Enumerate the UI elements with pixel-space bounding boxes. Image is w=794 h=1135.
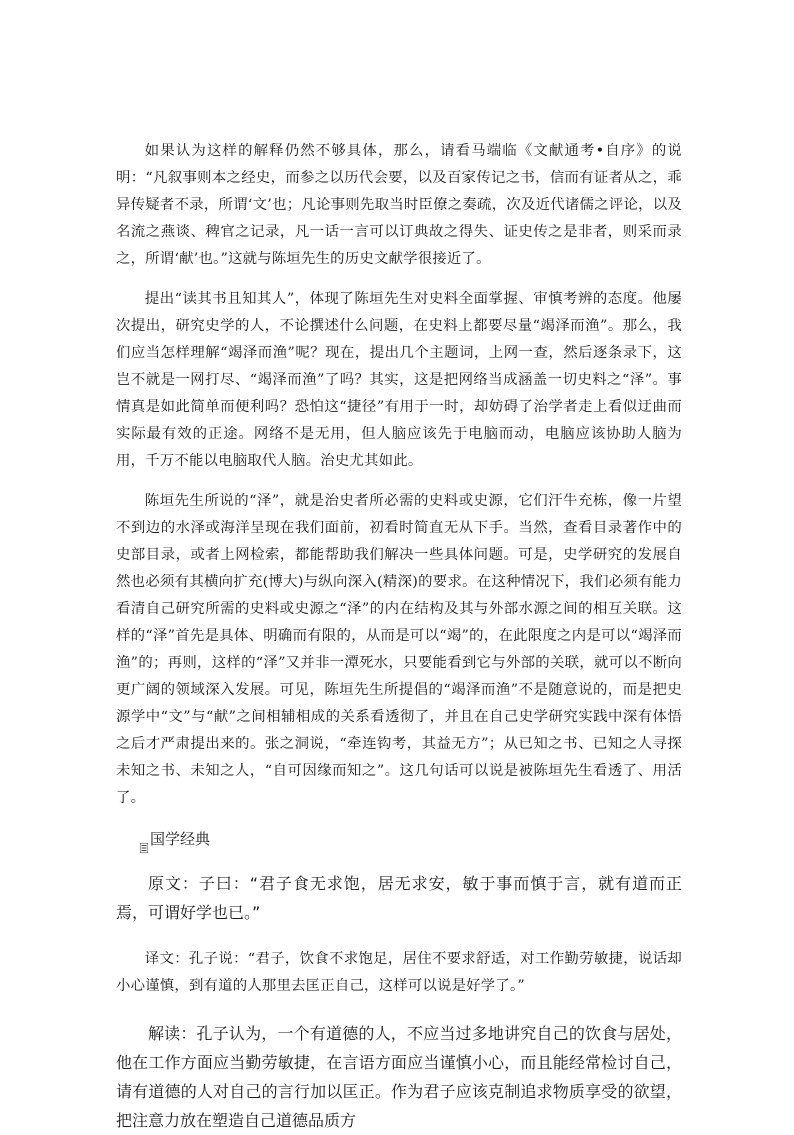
section-title-text: 国学经典: [150, 830, 211, 848]
classic-translation: 译文：孔子说：“君子，饮食不求饱足，居住不要求舒适，对工作勤劳敏捷，说话却小心谨慎，到有道的人那里去匡正自己，这样可以说是好学了。”: [116, 951, 682, 994]
section-heading: [116, 826, 682, 852]
classic-interpretation: 解读：孔子认为，一个有道德的人，不应当过多地讲究自己的饮食与居处，他在工作方面应当勤劳敏捷，在言语方面应当谨慎小心，而且能经常检讨自己，请有道德的人对自己的言行加以匡正。作为君子应该克制追求物质享受的欲望，把注意力放在塑造自己道德品质方: [116, 1024, 682, 1130]
body-paragraph-1: 如果认为这样的解释仍然不够具体，那么，请看马端临《文献通考•自序》的说明：“凡叙事则本之经史，而参之以历代会要，以及百家传记之书，信而有证者从之，乖异传疑者不录，所谓‘文’也；凡论事则先取当时臣僚之奏疏，次及近代诸儒之评论，以及名流之燕谈、稗官之记录，凡一话一言可以订典故之得失、证史传之是非者，则采而录之，所谓‘献’也。”这就与陈垣先生的历史文献学很接近了。: [116, 143, 682, 267]
body-paragraph-2: 提出“读其书且知其人”，体现了陈垣先生对史料全面掌握、审慎考辨的态度。他屡次提出，研究史学的人，不论撰述什么问题，在史料上都要尽量“竭泽而渔”。那么，我们应当怎样理解“竭泽而渔”呢？现在，提出几个主题词，上网一查，然后逐条录下，这岂不就是一网打尽、“竭泽而渔”了吗？其实，这是把网络当成涵盖一切史料之“泽”。事情真是如此简单而便利吗？恐怕这“捷径”有用于一时，却妨碍了治学者走上看似迂曲而实际最有效的正途。网络不是无用，但人脑应该先于电脑而动，电脑应该协助人脑为用，千万不能以电脑取代人脑。治史尤其如此。: [116, 291, 682, 469]
classic-original: 原文：子曰：“君子食无求饱，居无求安，敏于事而慎于言，就有道而正焉，可谓好学也已。”: [116, 874, 682, 922]
section-marker-icon: [140, 835, 148, 845]
document-page: [116, 138, 682, 1135]
body-paragraph-3: 陈垣先生所说的“泽”，就是治史者所必需的史料或史源，它们汗牛充栋，像一片望不到边的水泽或海洋呈现在我们面前，初看时简直无从下手。当然，查看目录著作中的史部目录，或者上网检索，都能帮助我们解决一些具体问题。可是，史学研究的发展自然也必须有其横向扩充(博大)与纵向深入(精深)的要求。在这种情况下，我们必须有能力看清自己研究所需的史料或史源之“泽”的内在结构及其与外部水源之间的相互关联。这样的“泽”首先是具体、明确而有限的，从而是可以“竭”的，在此限度之内是可以“竭泽而渔”的；再则，这样的“泽”又并非一潭死水，只要能看到它与外部的关联，就可以不断向更广阔的领域深入发展。可见，陈垣先生所提倡的“竭泽而渔”不是随意说的，而是把史源学中“文”与“献”之间相辅相成的关系看透彻了，并且在自己史学研究实践中深有体悟之后才严肃提出来的。张之洞说，“牵连钩考，其益无方”；从已知之书、已知之人寻探未知之书、未知之人，“自可因缘而知之”。这几句话可以说是被陈垣先生看透了、用活了。: [116, 493, 682, 806]
